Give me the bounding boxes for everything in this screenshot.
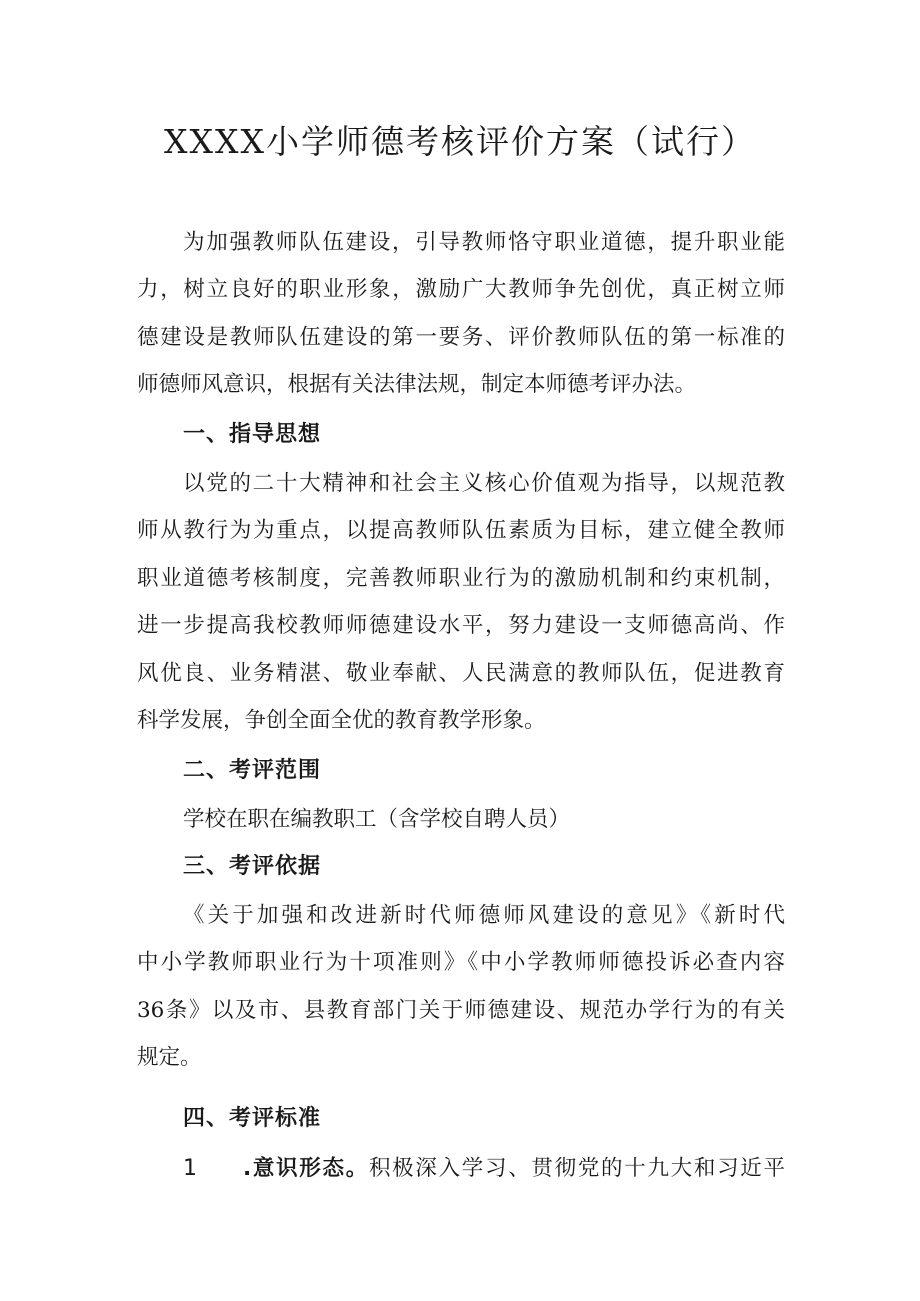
- item-1-label: .意识形态。: [243, 1156, 369, 1181]
- section1-line-5: 风优良、业务精湛、敬业奉献、人民满意的教师队伍，促进教育: [137, 661, 785, 686]
- section-heading-evaluation-standard: 四、考评标准: [183, 1106, 322, 1131]
- section1-line-3: 职业道德考核制度，完善教师职业行为的激励机制和约束机制，: [137, 566, 785, 591]
- document-title: XXXX小学师德考核评价方案（试行）: [164, 122, 756, 161]
- section1-line-2: 师从教行为为重点，以提高教师队伍素质为目标，建立健全教师: [137, 518, 785, 543]
- intro-line-4: 师德师风意识，根据有关法律法规，制定本师德考评办法。: [137, 372, 697, 397]
- item-1-text: 积极深入学习、贯彻党的十九大和习近平: [368, 1156, 785, 1181]
- item-1-line: [243, 1154, 785, 1184]
- intro-line-1: 为加强教师队伍建设，引导教师恪守职业道德，提升职业能: [183, 230, 785, 255]
- section-heading-guiding-ideology: 一、指导思想: [183, 422, 322, 447]
- section2-text: 学校在职在编教职工（含学校自聘人员）: [183, 807, 571, 832]
- section1-line-1: 以党的二十大精神和社会主义核心价值观为指导，以规范教: [183, 471, 785, 496]
- section3-line-2: 中小学教师职业行为十项准则》《中小学教师师德投诉必查内容: [137, 950, 785, 975]
- section3-line-3: 36条》以及市、县教育部门关于师德建设、规范办学行为的有关: [137, 998, 785, 1023]
- section3-line-1: 《关于加强和改进新时代师德师风建设的意见》《新时代: [183, 903, 785, 928]
- intro-line-3: 德建设是教师队伍建设的第一要务、评价教师队伍的第一标准的: [137, 325, 785, 350]
- item-number: 1: [183, 1156, 197, 1181]
- section-heading-evaluation-scope: 二、考评范围: [183, 758, 322, 783]
- intro-line-2: 力，树立良好的职业形象，激励广大教师争先创优，真正树立师: [137, 277, 785, 302]
- section3-line-4: 规定。: [137, 1045, 202, 1070]
- section1-line-6: 科学发展，争创全面全优的教育教学形象。: [137, 708, 546, 733]
- section1-line-4: 进一步提高我校教师师德建设水平，努力建设一支师德高尚、作: [137, 613, 785, 638]
- section-heading-evaluation-basis: 三、考评依据: [183, 854, 322, 879]
